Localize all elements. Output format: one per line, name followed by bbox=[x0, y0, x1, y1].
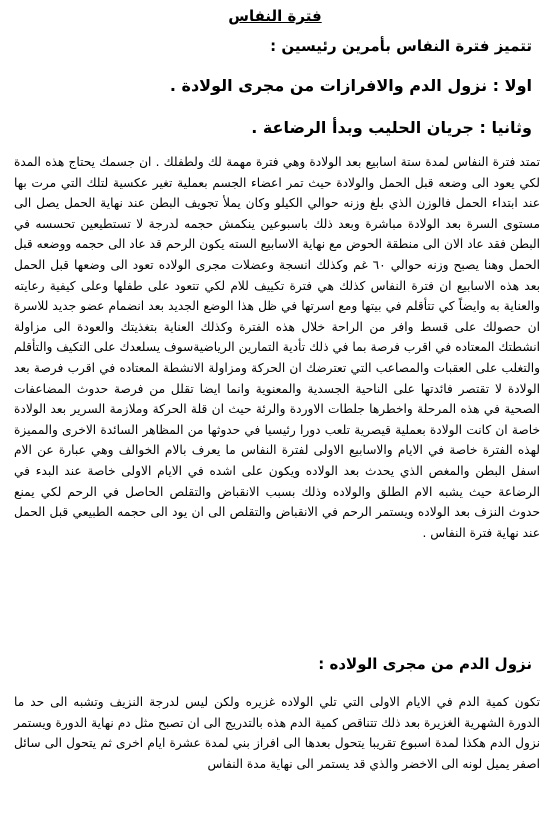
section-heading-bleeding: نزول الدم من مجرى الولاده : bbox=[318, 655, 532, 673]
document-title: فترة النفاس bbox=[228, 7, 322, 25]
body-paragraph-postpartum: تمتد فترة النفاس لمدة ستة اسابيع بعد الولادة وهي فترة مهمة لك ولطفلك . ان جسمك يحتاج هذه المدة لكي يعود الى وضعه قبل الحمل والولادة حيث تمر اعضاء الجسم بعملية تغير عكسية لتلك التي مرت بها عند ابتداء الحمل فالوزن الذي بلغ وزنه حوالي الكيلو وكان يملأ تجويف البطن عند نهاية الحمل يصل الى مستوى السرة بعد الولادة مباشرة وبعد ذلك باسبوعين ينكمش حجمه لدرجة لا تستطيعين تحسسه في البطن فقد عاد الان الى منطقة الحوض مع نهاية الاسابيع السته يكون الرحم قد عاد الى حجمه ووضعه قبل الحمل وهنا يصبح وزنه حوالي ٦٠ غم وكذلك انسجة وعضلات مجرى الولاده تعود الى وضعها قبل الحمل بعد هذه الاسابيع ان فترة النفاس كذلك هي فترة تكييف للام لكي تتعود على طفلها وعلى كيفية رعايته والعناية به وايضاً كي تتأقلم في بيتها ومع اسرتها في ظل هذا الوضع الجديد بعد انضمام عضو جديد للاسرة ان حصولك على قسط وافر من الراحة خلال هذه الفترة وكذلك العناية بتغذيتك والعودة الى مزاولة انشطتك المعتاده في اقرب فرصة بما في ذلك تأدية التمارين الرياضيةسوف يسلعدك على التكيف والتأقلم والتغلب على العقبات والمصاعب التي تعترضك ان الحركة ومزاولة الانشطة المعتاده في اقرب فرصة بعد الولادة لا تقتصر فائدتها على الناحية الجسدية والمعنوية وانما ايضا تقلل من فرصة حدوث المضاعفات الصحية في هذه المرحلة واخطرها جلطات الاوردة والرئة حيث ان قلة الحركة وملازمة السرير بعد الولادة خاصة ان كانت الولادة بعملية قيصرية تلعب دورا رئيسيا في حدوثها من المظاهر السائدة الاخرى والمميزة لهذه الفترة خاصة في الايام والاسابيع الاولى لفترة النفاس ما يعرف بالام الخوالف وهي عبارة عن الام اسفل البطن والمغص الذي يحدث بعد الولاده ويكون على اشده في الايام الاولى خاصة عند البدء في الرضاعة حيث يشبه الام الطلق والولاده وذلك بسبب الانقباض والتقلص الحاصل في الرحم لكي يمنع حدوث النزف بعد الولاده ويستمر الرحم في الانقباض والتقلص الى ان يود الى حجمه الطبيعي قبل الحمل عند نهاية فترة النفاس . bbox=[14, 155, 541, 540]
point-two-heading: وثانيا : جريان الحليب وبدأ الرضاعة . bbox=[251, 118, 532, 137]
intro-heading: تتميز فترة النفاس بأمرين رئيسين : bbox=[270, 37, 532, 55]
point-one-heading: اولا : نزول الدم والافرازات من مجرى الولادة . bbox=[169, 76, 532, 95]
body-paragraph-bleeding: تكون كمية الدم في الايام الاولى التي تلي الولاده غزيره ولكن ليس لدرجة النزيف وتشبه الى حد ما الدورة الشهرية الغزيرة بعد ذلك تتناقص كمية الدم هذه بالتدريج الى ان تصبح مثل دم نهاية الدورة ويستمر نزول الدم هكذا لمدة اسبوع تقريبا يتحول بعدها الى افراز بني لمدة عشرة ايام اخرى ثم يتحول الى سائل اصفر يميل لونه الى الاخضر والذي قد يستمر الى نهاية مدة النفاس bbox=[14, 695, 540, 771]
